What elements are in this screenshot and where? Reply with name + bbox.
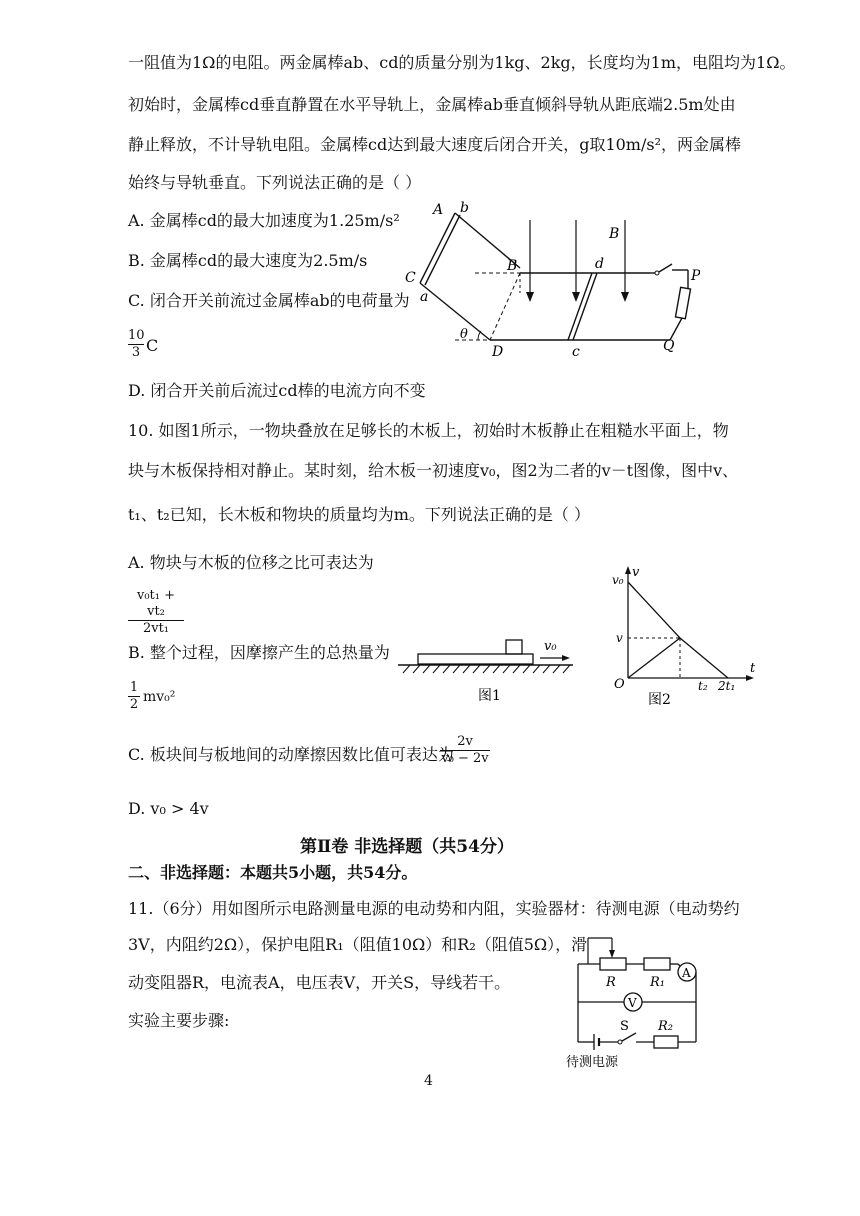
frac-num: 2v [457,734,473,749]
q10-line1: 10. 如图1所示，一物块叠放在足够长的木板上，初始时木板静止在粗糙水平面上，物 [128,421,729,440]
q9-option-a: A. 金属棒cd的最大加速度为1.25m/s² [128,211,400,230]
figure-2-vt-graph [610,560,760,710]
q10-option-b: B. 整个过程，因摩擦产生的总热量为 [128,643,390,662]
q11-line3: 动变阻器R，电流表A，电压表V，开关S，导线若干。 [128,973,511,992]
q9-option-b: B. 金属棒cd的最大速度为2.5m/s [128,251,368,270]
fig2-v-axis-label: v [632,565,640,580]
frac-num: 1 [129,680,139,695]
circuit-R1-label: R₁ [650,975,665,990]
fig2-origin-label: O [614,677,625,692]
label-C: C [405,270,416,286]
fig2-t2-label: t₂ [698,679,708,693]
q10-option-c: C. 板块间与板地间的动摩擦因数比值可表达为 [128,745,454,764]
section-subtitle: 二、非选择题：本题共5小题，共54分。 [128,863,418,882]
q9-option-d: D. 闭合开关前后流过cd棒的电流方向不变 [128,381,426,400]
q9-line4: 始终与导轨垂直。下列说法正确的是（ ） [128,173,422,192]
label-B: B [507,258,518,274]
circuit-source-label: 待测电源 [566,1055,619,1070]
frac-num: v₀t₁ + vt₂ [136,588,176,619]
q9-option-c: C. 闭合开关前流过金属棒ab的电荷量为 [128,291,410,310]
label-Q: Q [663,338,675,354]
frac-den: 2 [129,697,139,712]
circuit-voltmeter-label: V [628,996,637,1010]
q11-line1: 11.（6分）用如图所示电路测量电源的电动势和内阻，实验器材：待测电源（电动势约 [128,899,740,918]
label-b: b [460,200,469,216]
q10-line3: t₁、t₂已知，长木板和物块的质量均为m。下列说法正确的是（ ） [128,505,590,524]
label-field-B: B [609,226,620,242]
label-c: c [572,344,580,358]
circuit-R2-label: R₂ [658,1019,673,1034]
figure-1-block-board [398,628,578,708]
frac-den: v₀ − 2v [441,751,489,766]
q10-option-a-fraction [128,588,184,637]
fig2-v-label: v [616,631,623,645]
circuit-R-label: R [606,975,616,990]
q10-option-d: D. v₀ > 4v [128,799,209,818]
q9-line3: 静止释放，不计导轨电阻。金属棒cd达到最大速度后闭合开关，g取10m/s²，两金属棒 [128,135,741,154]
label-A: A [433,202,444,218]
fig2-v0-label: v₀ [612,573,624,587]
fig2-2t1-label: 2t₁ [718,679,736,693]
fig1-caption: 图1 [478,688,501,704]
q10-option-b-tail: mv₀² [143,689,176,705]
fig2-caption: 图2 [648,692,671,708]
label-d: d [595,256,604,272]
q9-line2: 初始时，金属棒cd垂直静置在水平导轨上，金属棒ab垂直倾斜导轨从距底端2.5m处由 [128,95,736,114]
rails-field-figure [400,198,700,358]
q10-line2: 块与木板保持相对静止。某时刻，给木板一初速度v₀，图2为二者的v－t图像，图中v、 [128,461,739,480]
section-title: 第Ⅱ卷 非选择题（共54分） [300,837,514,857]
fig2-t-axis-label: t [750,661,756,676]
q10-option-b-fraction [128,680,140,713]
frac-den: 3 [128,344,144,361]
fig1-v0-label: v₀ [544,639,557,654]
circuit-figure [566,920,706,1070]
label-theta: θ [460,327,468,342]
q9-option-c-unit: C [146,336,159,355]
label-P: P [691,268,700,284]
label-a: a [420,289,429,305]
frac-den: 2vt₁ [128,620,184,637]
circuit-switch-label: S [620,1019,629,1034]
q11-line4: 实验主要步骤: [128,1011,230,1030]
circuit-ammeter-label: A [682,966,691,980]
q10-option-a: A. 物块与木板的位移之比可表达为 [128,553,374,572]
label-D: D [492,344,504,358]
q10-option-c-fraction [440,734,490,767]
q9-option-c-fraction [128,328,144,361]
page-number: 4 [424,1073,433,1089]
q9-line1: 一阻值为1Ω的电阻。两金属棒ab、cd的质量分别为1kg、2kg，长度均为1m，电阻均为1Ω。 [128,53,796,72]
frac-num: 10 [128,328,145,343]
q11-line2: 3V，内阻约2Ω），保护电阻R₁（阻值10Ω）和R₂（阻值5Ω），滑 [128,935,588,954]
